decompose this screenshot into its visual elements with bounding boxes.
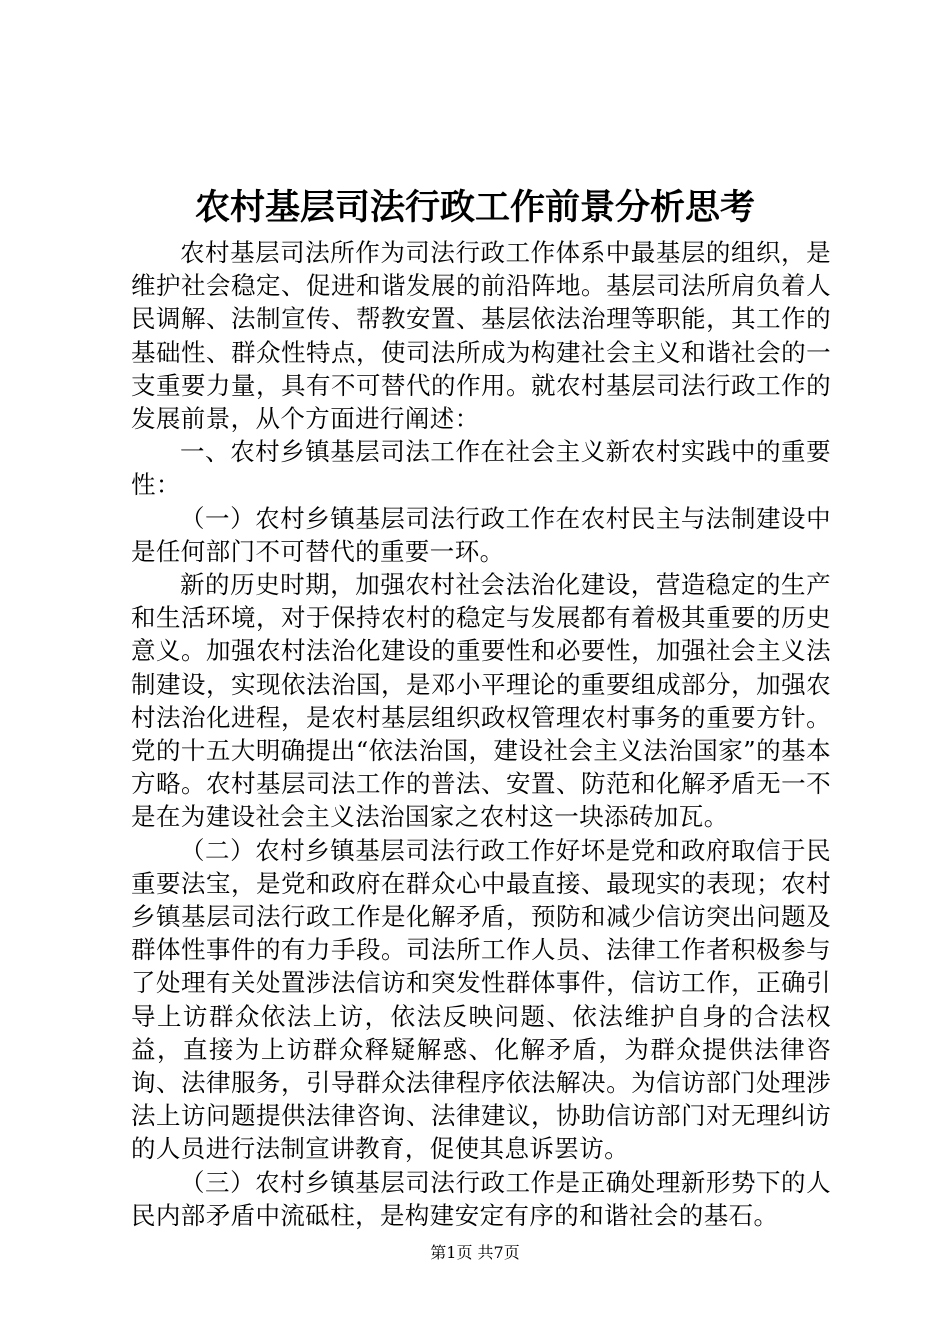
page-footer-indicator: 第1页 共7页 [430, 1243, 520, 1262]
paragraph-subsection-2: （二）农村乡镇基层司法行政工作好坏是党和政府取信于民重要法宝，是党和政府在群众心中最直接、最现实的表现；农村乡镇基层司法行政工作是化解矛盾，预防和减少信访突出问题及群体性事件的有力手段。司法所工作人员、法律工作者积极参与了处理有关处置涉法信访和突发性群体事件，信访工作，正确引导上访群众依法上访，依法反映问题、依法维护自身的合法权益，直接为上访群众释疑解惑、化解矛盾，为群众提供法律咨询、法律服务，引导群众法律程序依法解决。为信访部门处理涉法上访问题提供法律咨询、法律建议，协助信访部门对无理纠访的人员进行法制宣讲教育，促使其息诉罢访。 [131, 835, 831, 1164]
paragraph-subsection-3: （三）农村乡镇基层司法行政工作是正确处理新形势下的人民内部矛盾中流砥柱，是构建安定有序的和谐社会的基石。 [131, 1167, 831, 1230]
paragraph-intro: 农村基层司法所作为司法行政工作体系中最基层的组织，是维护社会稳定、促进和谐发展的前沿阵地。基层司法所肩负着人民调解、法制宣传、帮教安置、基层依法治理等职能，其工作的基础性、群众性特点，使司法所成为构建社会主义和谐社会的一支重要力量，具有不可替代的作用。就农村基层司法行政工作的发展前景，从个方面进行阐述： [131, 238, 831, 434]
document-body [131, 236, 831, 1232]
paragraph-historical-period: 新的历史时期，加强农村社会法治化建设，营造稳定的生产和生活环境，对于保持农村的稳定与发展都有着极其重要的历史意义。加强农村法治化建设的重要性和必要性，加强社会主义法制建设，实现依法治国，是邓小平理论的重要组成部分，加强农村法治化进程，是农村基层组织政权管理农村事务的重要方针。党的十五大明确提出“依法治国，建设社会主义法治国家”的基本方略。农村基层司法工作的普法、安置、防范和化解矛盾无一不是在为建设社会主义法治国家之农村这一块添砖加瓦。 [131, 570, 831, 832]
paragraph-section-1-heading: 一、农村乡镇基层司法工作在社会主义新农村实践中的重要性： [131, 437, 831, 500]
paragraph-subsection-1: （一）农村乡镇基层司法行政工作在农村民主与法制建设中是任何部门不可替代的重要一环。 [131, 503, 831, 566]
document-title: 农村基层司法行政工作前景分析思考 [194, 187, 755, 228]
